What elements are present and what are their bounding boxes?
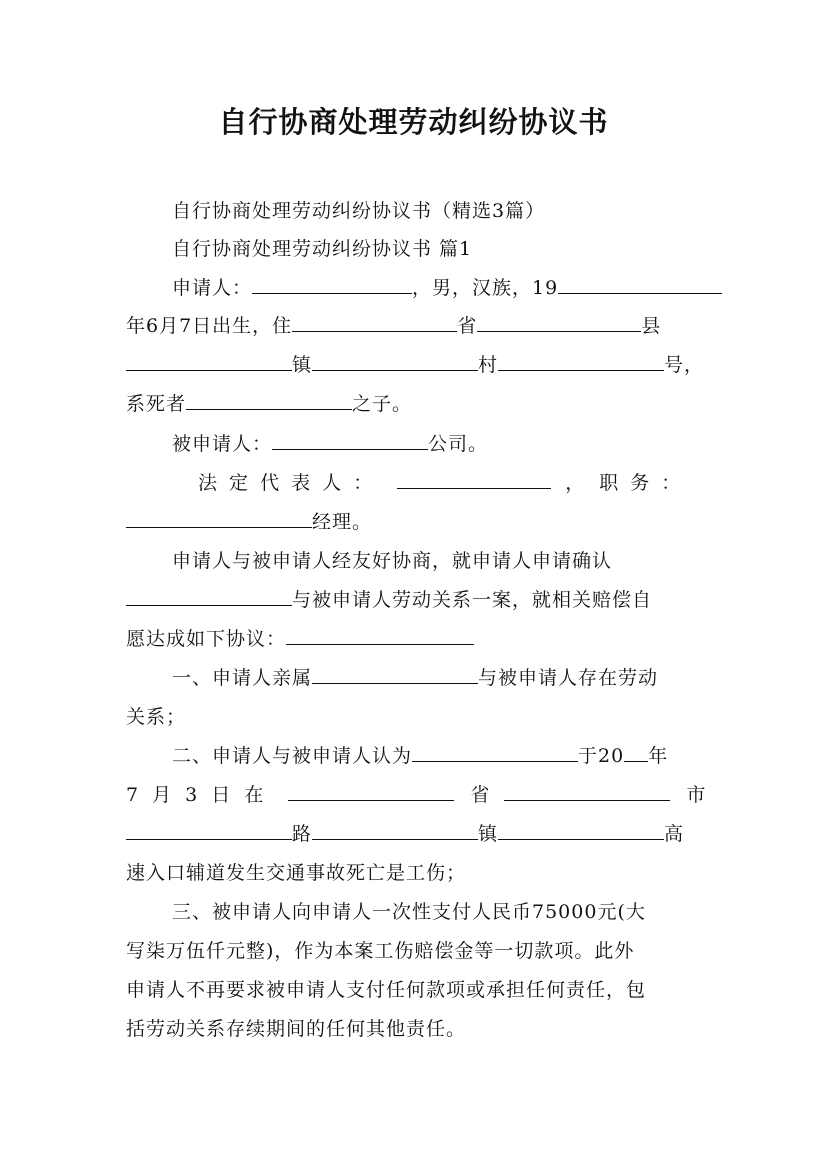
relative-name-blank (312, 665, 478, 684)
clause-two-line (126, 738, 704, 775)
clause-three-line-4 (126, 1011, 704, 1048)
applicant-label: 申请人： (172, 277, 253, 299)
accident-city-label: 市 (686, 784, 707, 806)
accident-city-blank (504, 782, 670, 801)
position-label: 职 务 ： (599, 472, 684, 494)
agreement-intro-line (126, 543, 704, 580)
legal-rep-blank (397, 470, 551, 489)
accident-date-line (126, 777, 707, 814)
subtitle-line (126, 193, 704, 230)
county-blank (477, 313, 641, 332)
section-heading-line (126, 231, 704, 268)
accident-province-blank (288, 782, 454, 801)
legal-rep-label: 法 定 代 表 人 ： (198, 472, 376, 494)
respondent-label: 被申请人： (172, 433, 273, 455)
birth-date-text: 年6月7日出生，住 (126, 315, 293, 337)
clause-three-text-2: 写柒万伍仟元整)，作为本案工伤赔偿金等一切款项。此外 (126, 940, 635, 962)
legal-rep-comma: ， (565, 472, 586, 494)
agreement-reached-line (126, 621, 704, 658)
clause-two-date: 于20 (578, 745, 625, 767)
accident-result-line (126, 855, 704, 892)
deceased-line (126, 386, 704, 423)
address-line (126, 347, 704, 384)
relation-text: 之子。 (352, 393, 413, 415)
house-number-blank (498, 352, 664, 371)
highway-label: 高 (664, 823, 685, 845)
agreement-reached-text: 愿达成如下协议： (126, 628, 287, 650)
clause-three-text-3: 申请人不再要求被申请人支付任何款项或承担任何责任，包 (126, 979, 647, 1001)
agreement-blank (286, 626, 474, 645)
deceased-blank-2 (412, 743, 578, 762)
clause-one-line (126, 660, 704, 697)
house-number-label: 号， (664, 354, 705, 376)
applicant-line (126, 270, 704, 307)
clause-one-text-2: 与被申请人存在劳动 (478, 667, 659, 689)
manager-label: 经理。 (312, 511, 373, 533)
accident-province-label: 省 (470, 784, 491, 806)
section-heading: 自行协商处理劳动纠纷协议书 篇1 (172, 238, 473, 260)
road-label: 路 (292, 823, 313, 845)
town-blank (126, 352, 292, 371)
accident-town-blank (312, 821, 478, 840)
deceased-label: 系死者 (126, 393, 187, 415)
legal-rep-line (126, 465, 704, 502)
village-blank (312, 352, 478, 371)
year-blank (624, 743, 648, 762)
clause-three-line (126, 894, 704, 931)
accident-location-line (126, 816, 704, 853)
applicant-name-blank (252, 275, 412, 294)
labor-relation-text: 与被申请人劳动关系一案，就相关赔偿自 (292, 589, 653, 611)
company-blank (272, 431, 428, 450)
birth-year-blank (558, 275, 722, 294)
labor-relation-line (126, 582, 704, 619)
province-blank (292, 313, 457, 332)
province-label: 省 (457, 315, 478, 337)
respondent-line (126, 426, 704, 463)
subtitle-text: 自行协商处理劳动纠纷协议书（精选3篇） (172, 200, 546, 222)
road-blank (126, 821, 292, 840)
clause-three-line-3 (126, 972, 704, 1009)
manager-line (126, 504, 704, 541)
confirm-name-blank (126, 587, 292, 606)
position-blank (126, 509, 312, 528)
county-label: 县 (641, 315, 662, 337)
accident-result-text: 速入口辅道发生交通事故死亡是工伤； (126, 862, 467, 884)
company-label: 公司。 (428, 433, 489, 455)
clause-two-text: 二、申请人与被申请人认为 (172, 745, 413, 767)
town-label: 镇 (292, 354, 313, 376)
applicant-info: ，男，汉族，19 (412, 277, 559, 299)
clause-one-end-line (126, 699, 704, 736)
village-label: 村 (478, 354, 499, 376)
clause-three-text-4: 括劳动关系存续期间的任何其他责任。 (126, 1018, 467, 1040)
accident-date: 7 月 3 日 在 (126, 784, 265, 806)
clause-three-text: 三、被申请人向申请人一次性支付人民币75000元(大 (172, 901, 646, 923)
clause-three-line-2 (126, 933, 704, 970)
deceased-name-blank (186, 391, 352, 410)
document-title: 自行协商处理劳动纠纷协议书 (218, 105, 609, 139)
accident-town-label: 镇 (478, 823, 499, 845)
clause-one-text: 一、申请人亲属 (172, 667, 313, 689)
agreement-intro-text: 申请人与被申请人经友好协商，就申请人申请确认 (172, 550, 613, 572)
highway-blank (498, 821, 664, 840)
clause-two-year: 年 (648, 745, 669, 767)
clause-one-end: 关系； (126, 706, 187, 728)
birth-address-line (126, 308, 704, 345)
